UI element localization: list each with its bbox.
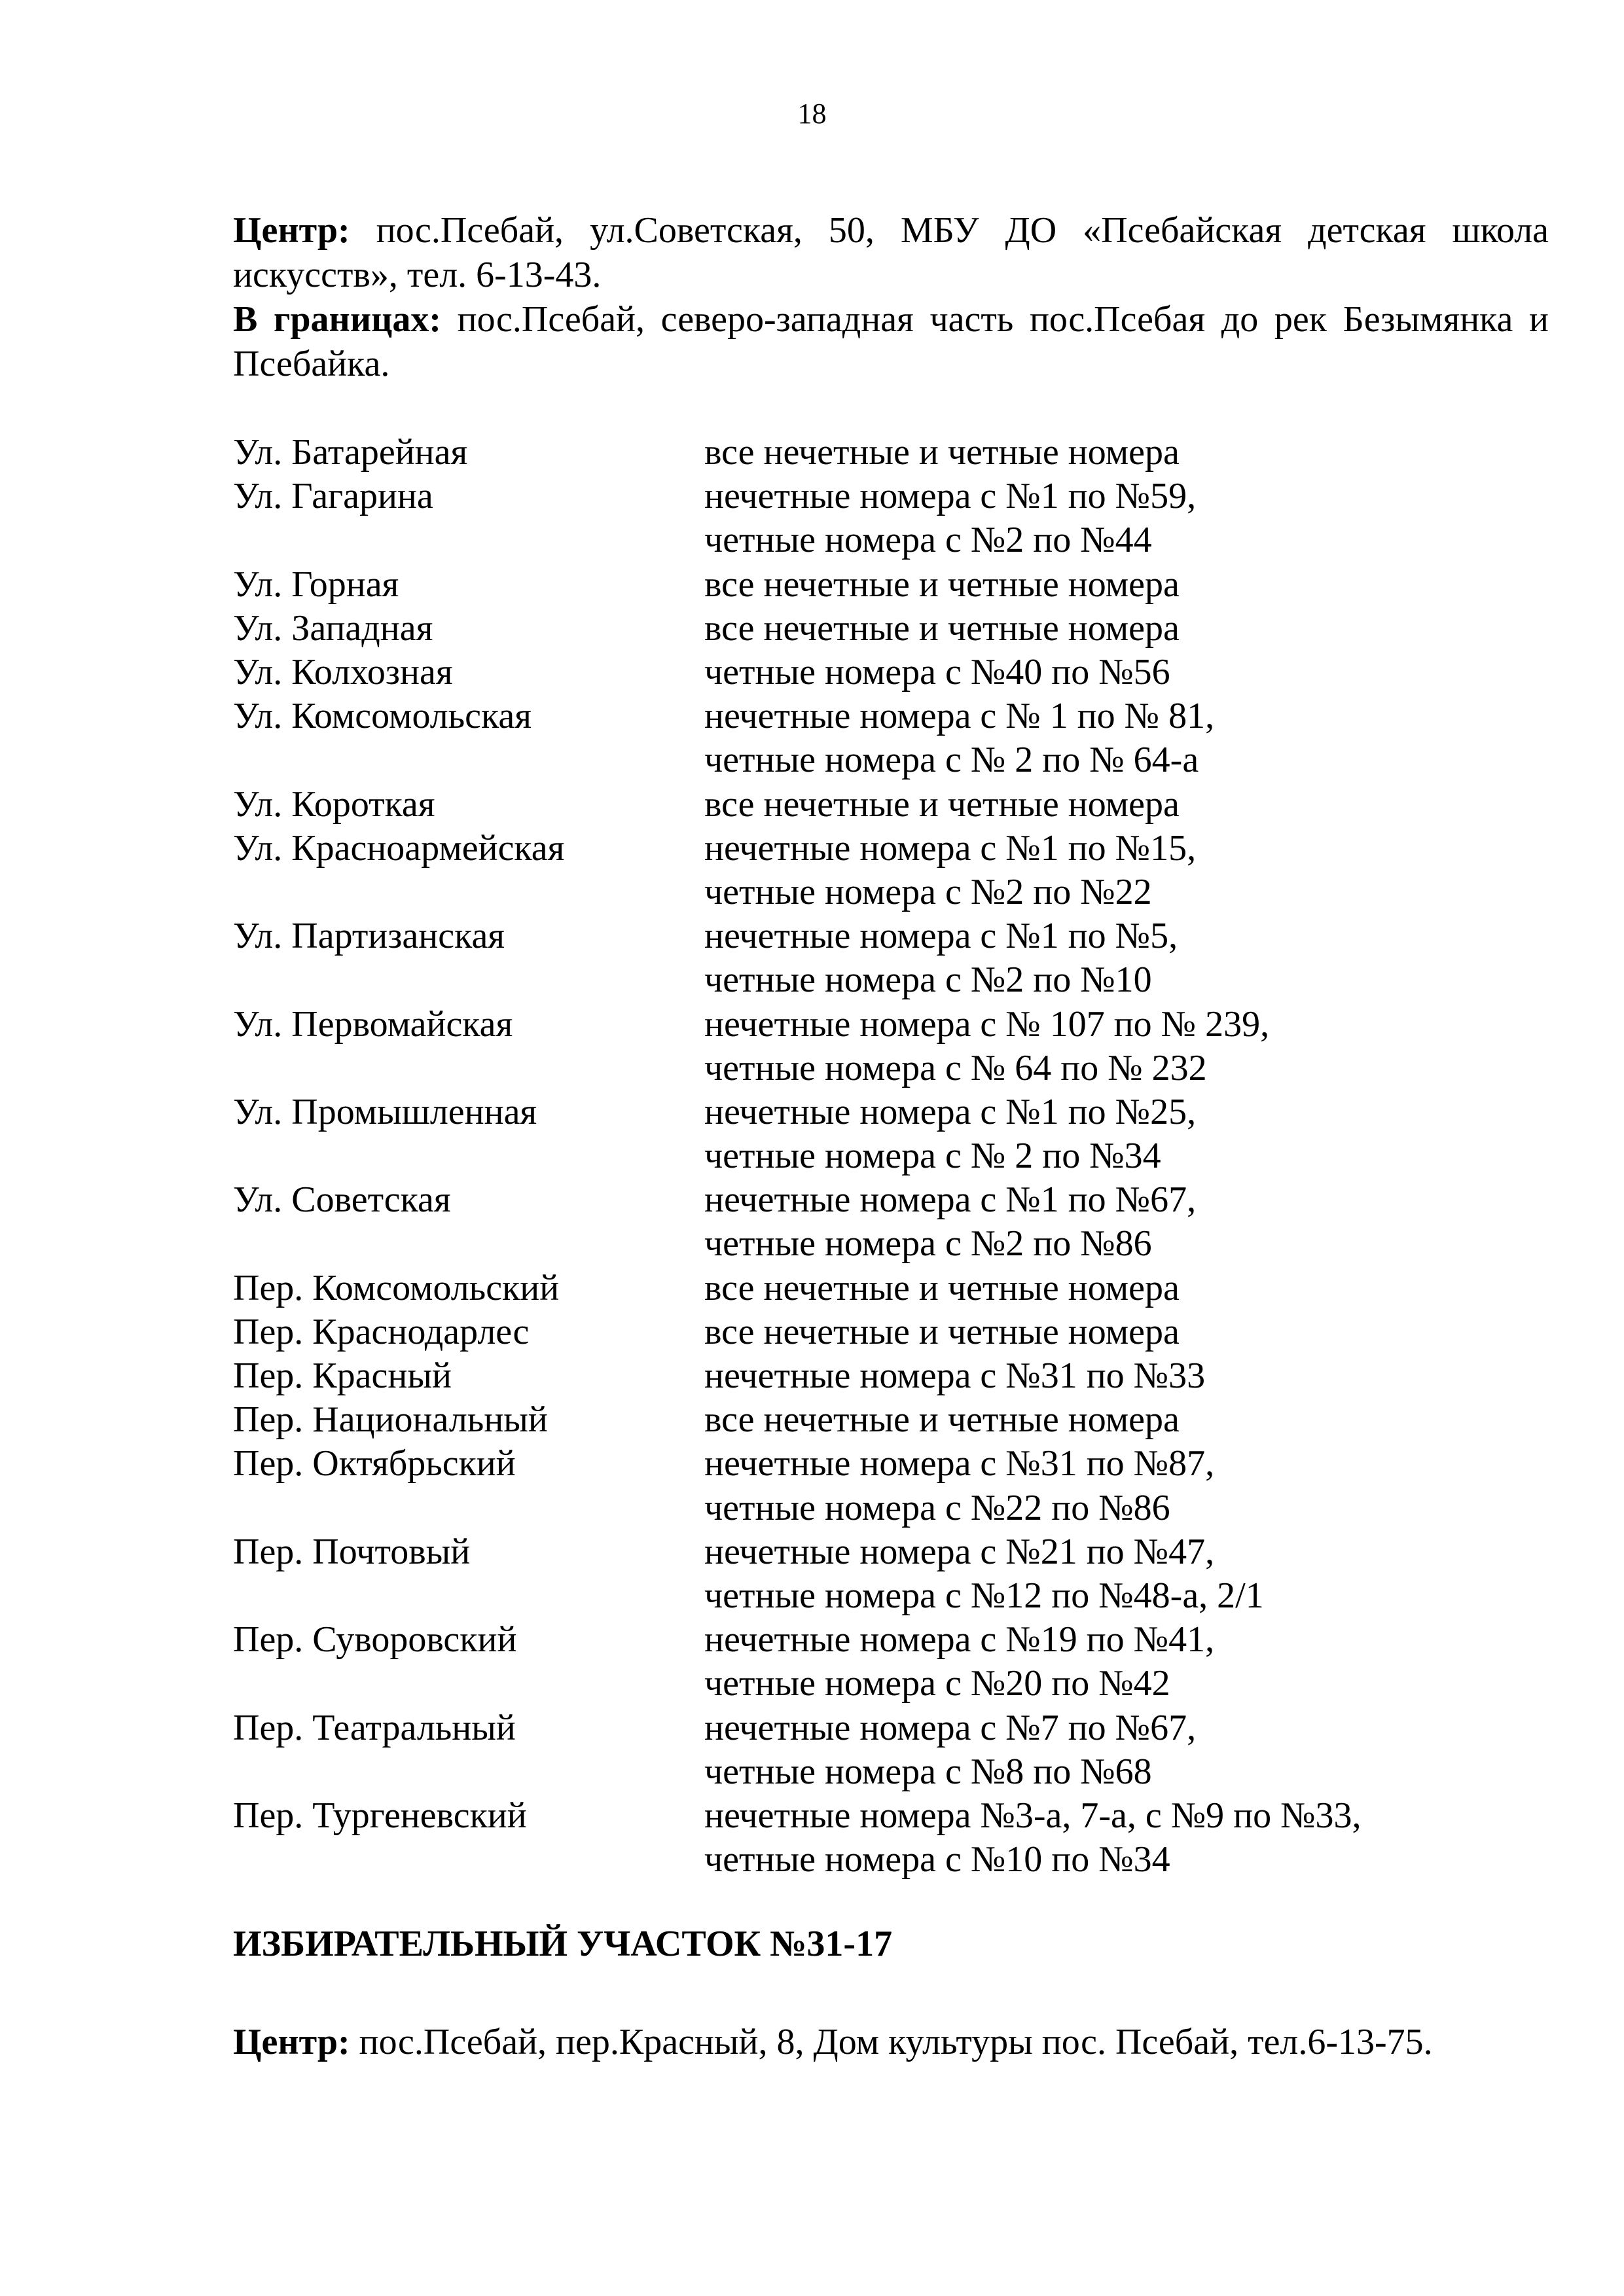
house-numbers-line: нечетные номера с №7 по №67, bbox=[704, 1707, 1197, 1748]
house-numbers-line: четные номера с №8 по №68 bbox=[704, 1751, 1152, 1792]
house-numbers bbox=[704, 1618, 1549, 1706]
house-numbers bbox=[704, 1266, 1549, 1310]
street-row bbox=[233, 914, 1549, 1002]
house-numbers bbox=[704, 1530, 1549, 1618]
house-numbers bbox=[704, 1354, 1549, 1398]
house-numbers-line: нечетные номера с №21 по №47, bbox=[704, 1531, 1215, 1572]
street-name: Ул. Первомайская bbox=[233, 1003, 513, 1045]
street-name: Пер. Тургеневский bbox=[233, 1795, 527, 1836]
house-numbers bbox=[704, 783, 1549, 827]
house-numbers-line: нечетные номера с №31 по №87, bbox=[704, 1443, 1215, 1484]
page-number: 18 bbox=[797, 98, 827, 130]
house-numbers-line: четные номера с № 2 по № 64-а bbox=[704, 740, 1199, 781]
house-numbers bbox=[704, 607, 1549, 651]
center2-label: Центр: bbox=[233, 2022, 350, 2062]
house-numbers-line: нечетные номера с №1 по №67, bbox=[704, 1179, 1197, 1221]
street-row bbox=[233, 1354, 1549, 1398]
bounds-text: пос.Псебай, северо-западная часть пос.Псебая до рек Безымянка и Псебайка. bbox=[233, 299, 1549, 384]
house-numbers-line: все нечетные и четные номера bbox=[704, 1311, 1180, 1352]
house-numbers-line: четные номера с №2 по №86 bbox=[704, 1223, 1152, 1265]
street-row bbox=[233, 783, 1549, 827]
house-numbers bbox=[704, 431, 1549, 475]
street-row bbox=[233, 694, 1549, 782]
house-numbers-line: четные номера с №2 по №22 bbox=[704, 871, 1152, 912]
house-numbers bbox=[704, 827, 1549, 914]
polling-center-paragraph-2 bbox=[233, 2021, 1433, 2063]
street-name: Ул. Западная bbox=[233, 607, 433, 649]
street-row bbox=[233, 563, 1549, 607]
section-heading: ИЗБИРАТЕЛЬНЫЙ УЧАСТОК №31-17 bbox=[233, 1924, 893, 1964]
street-row bbox=[233, 827, 1549, 914]
street-name: Ул. Комсомольская bbox=[233, 696, 532, 737]
house-numbers-line: все нечетные и четные номера bbox=[704, 564, 1180, 605]
house-numbers-line: четные номера с № 64 по № 232 bbox=[704, 1047, 1207, 1088]
street-name: Ул. Партизанская bbox=[233, 916, 505, 957]
center2-text: пос.Псебай, пер.Красный, 8, Дом культуры пос. Псебай, тел.6-13-75. bbox=[359, 2022, 1433, 2062]
house-numbers-line: нечетные номера №3-а, 7-а, с №9 по №33, bbox=[704, 1795, 1362, 1836]
street-name: Ул. Гагарина bbox=[233, 476, 433, 517]
house-numbers bbox=[704, 1003, 1549, 1090]
house-numbers-line: четные номера с №10 по №34 bbox=[704, 1839, 1170, 1880]
house-numbers-line: все нечетные и четные номера bbox=[704, 432, 1180, 473]
house-numbers-line: нечетные номера с №1 по №59, bbox=[704, 476, 1197, 517]
house-numbers-line: нечетные номера с №1 по №25, bbox=[704, 1091, 1197, 1132]
house-numbers-line: все нечетные и четные номера bbox=[704, 607, 1180, 649]
house-numbers bbox=[704, 563, 1549, 607]
street-name: Пер. Театральный bbox=[233, 1707, 516, 1748]
house-numbers bbox=[704, 1706, 1549, 1794]
street-name: Ул. Горная bbox=[233, 564, 399, 605]
house-numbers bbox=[704, 1794, 1549, 1882]
street-row bbox=[233, 1090, 1549, 1178]
street-name: Пер. Краснодарлес bbox=[233, 1311, 530, 1352]
street-name: Пер. Октябрьский bbox=[233, 1443, 516, 1484]
house-numbers-line: четные номера с №22 по №86 bbox=[704, 1487, 1170, 1528]
street-row bbox=[233, 1794, 1549, 1882]
street-row bbox=[233, 1618, 1549, 1706]
house-numbers bbox=[704, 475, 1549, 562]
house-numbers bbox=[704, 1310, 1549, 1354]
house-numbers-line: четные номера с № 2 по №34 bbox=[704, 1136, 1161, 1177]
street-name: Ул. Батарейная bbox=[233, 432, 468, 473]
street-name: Ул. Промышленная bbox=[233, 1091, 537, 1132]
house-numbers bbox=[704, 1398, 1549, 1442]
polling-center-paragraph bbox=[233, 208, 1549, 297]
house-numbers bbox=[704, 1178, 1549, 1266]
street-name: Пер. Суворовский bbox=[233, 1619, 517, 1660]
street-row bbox=[233, 607, 1549, 651]
house-numbers-line: нечетные номера с № 107 по № 239, bbox=[704, 1003, 1270, 1045]
house-numbers bbox=[704, 914, 1549, 1002]
street-name: Пер. Национальный bbox=[233, 1399, 548, 1441]
house-numbers-line: четные номера с №40 по №56 bbox=[704, 651, 1170, 692]
boundaries-paragraph bbox=[233, 297, 1549, 386]
street-name: Пер. Комсомольский bbox=[233, 1267, 560, 1308]
bounds-label: В границах: bbox=[233, 299, 442, 340]
house-numbers-line: все нечетные и четные номера bbox=[704, 1399, 1180, 1441]
center-text: пос.Псебай, ул.Советская, 50, МБУ ДО «Псебайская детская школа искусств», тел. 6-13-43. bbox=[233, 210, 1549, 295]
street-row bbox=[233, 1442, 1549, 1530]
street-name: Пер. Почтовый bbox=[233, 1531, 471, 1572]
house-numbers-line: все нечетные и четные номера bbox=[704, 1267, 1180, 1308]
street-row bbox=[233, 1398, 1549, 1442]
house-numbers-line: четные номера с №2 по №10 bbox=[704, 960, 1152, 1001]
street-name: Пер. Красный bbox=[233, 1355, 452, 1397]
street-row bbox=[233, 1310, 1549, 1354]
house-numbers-line: все нечетные и четные номера bbox=[704, 783, 1180, 825]
street-row bbox=[233, 651, 1549, 694]
house-numbers-line: нечетные номера с № 1 по № 81, bbox=[704, 696, 1215, 737]
house-numbers-line: четные номера с №12 по №48-а, 2/1 bbox=[704, 1575, 1264, 1617]
house-numbers-line: нечетные номера с №1 по №15, bbox=[704, 827, 1197, 869]
house-numbers bbox=[704, 651, 1549, 694]
street-row bbox=[233, 1530, 1549, 1618]
street-row bbox=[233, 1178, 1549, 1266]
house-numbers-line: нечетные номера с №1 по №5, bbox=[704, 916, 1178, 957]
house-numbers-line: четные номера с №2 по №44 bbox=[704, 520, 1152, 561]
street-name: Ул. Красноармейская bbox=[233, 827, 565, 869]
street-name: Ул. Короткая bbox=[233, 783, 435, 825]
street-list bbox=[233, 431, 1549, 1882]
street-row bbox=[233, 431, 1549, 475]
house-numbers bbox=[704, 1442, 1549, 1530]
house-numbers-line: четные номера с №20 по №42 bbox=[704, 1663, 1170, 1704]
house-numbers-line: нечетные номера с №19 по №41, bbox=[704, 1619, 1215, 1660]
house-numbers-line: нечетные номера с №31 по №33 bbox=[704, 1355, 1206, 1397]
center-label: Центр: bbox=[233, 210, 350, 251]
street-row bbox=[233, 1266, 1549, 1310]
house-numbers bbox=[704, 1090, 1549, 1178]
street-name: Ул. Колхозная bbox=[233, 651, 453, 692]
street-row bbox=[233, 1003, 1549, 1090]
street-name: Ул. Советская bbox=[233, 1179, 451, 1221]
house-numbers bbox=[704, 694, 1549, 782]
street-row bbox=[233, 1706, 1549, 1794]
street-row bbox=[233, 475, 1549, 562]
